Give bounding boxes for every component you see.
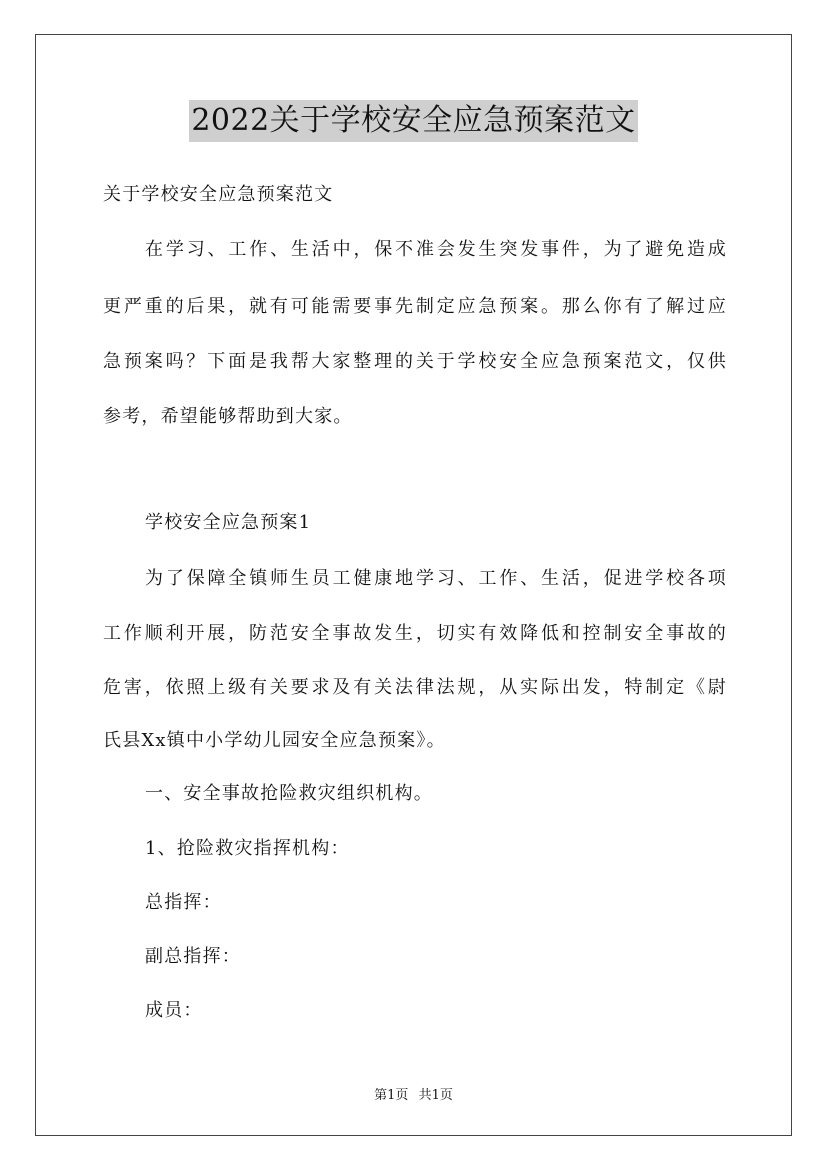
page-number: 第1页	[374, 1088, 409, 1103]
document-subtitle: 关于学校安全应急预案范文	[103, 184, 334, 205]
intro-line: 更严重的后果，就有可能需要事先制定应急预案。那么你有了解过应	[103, 296, 727, 317]
list-item: 1、抢险救灾指挥机构：	[145, 838, 350, 859]
list-item: 总指挥：	[145, 892, 222, 913]
intro-line: 参考，希望能够帮助到大家。	[103, 406, 353, 427]
body-line: 为了保障全镇师生员工健康地学习、工作、生活，促进学校各项	[145, 568, 727, 589]
list-item: 成员：	[145, 1000, 203, 1021]
intro-line: 在学习、工作、生活中，保不准会发生突发事件，为了避免造成	[145, 239, 727, 260]
body-line: 氏县Xx镇中小学幼儿园安全应急预案》。	[103, 730, 446, 751]
page-footer	[0, 1084, 827, 1103]
body-line: 工作顺利开展，防范安全事故发生，切实有效降低和控制安全事故的	[103, 623, 727, 644]
title-container	[0, 100, 827, 142]
section-heading: 学校安全应急预案1	[145, 512, 312, 533]
list-item: 副总指挥：	[145, 946, 241, 967]
document-title: 2022关于学校安全应急预案范文	[189, 100, 637, 142]
list-item: 一、安全事故抢险救灾组织机构。	[145, 783, 433, 804]
intro-line: 急预案吗？下面是我帮大家整理的关于学校安全应急预案范文，仅供	[103, 351, 727, 372]
body-line: 危害，依照上级有关要求及有关法律法规，从实际出发，特制定《尉	[103, 677, 727, 698]
page-total: 共1页	[418, 1088, 453, 1103]
